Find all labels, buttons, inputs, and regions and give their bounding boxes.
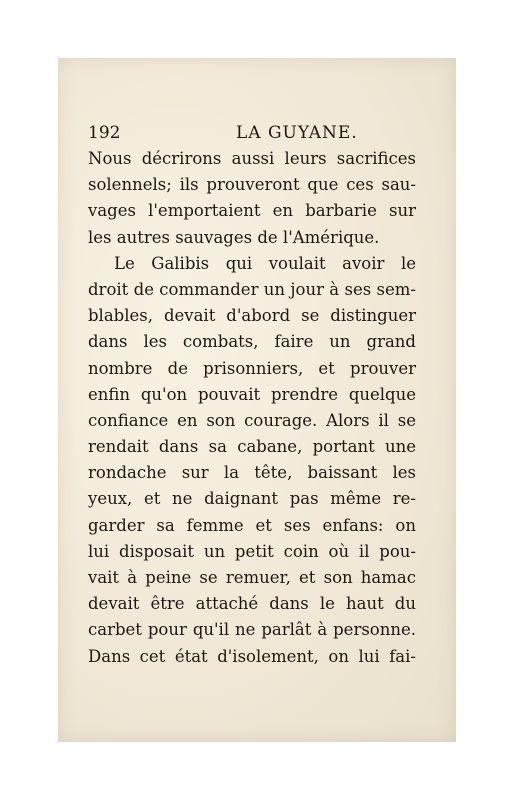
text-line: rendait dans sa cabane, portant une — [88, 437, 416, 457]
text-line: confiance en son courage. Alors il se — [88, 410, 416, 430]
text-line: dans les combats, faire un grand — [88, 332, 416, 352]
text-line: nombre de prisonniers, et prouver — [88, 358, 416, 378]
text-line: vait à peine se remuer, et son hamac — [88, 568, 416, 587]
text-line: yeux, et ne daignant pas même re- — [88, 489, 416, 509]
text-line: devait être attaché dans le haut du — [88, 594, 416, 614]
paragraph-start-line: Le Galibis qui voulait avoir le — [114, 253, 416, 273]
text-line: lui disposait un petit coin où il pou- — [88, 541, 416, 561]
text-line: Nous décrirons aussi leurs sacrifices — [88, 149, 416, 168]
text-line: garder sa femme et ses enfans: on — [88, 515, 416, 535]
text-line: carbet pour qu'il ne parlât à personne. — [88, 620, 416, 640]
running-title: LA GUYANE. — [236, 123, 358, 143]
text-line: vages l'emportaient en barbarie sur — [88, 201, 416, 221]
text-line: rondache sur la tête, baissant les — [88, 463, 416, 483]
page-number: 192 — [88, 123, 121, 143]
text-line: Dans cet état d'isolement, on lui fai- — [88, 646, 416, 666]
page-text — [88, 120, 416, 670]
text-line: enfin qu'on pouvait prendre quelque — [88, 384, 416, 404]
text-line: solennels; ils prouveront que ces sau- — [88, 175, 416, 195]
running-head — [88, 120, 416, 146]
text-line: blables, devait d'abord se distinguer — [88, 306, 416, 326]
text-line: les autres sauvages de l'Amérique. — [88, 227, 380, 247]
text-line: droit de commander un jour à ses sem- — [88, 279, 416, 299]
